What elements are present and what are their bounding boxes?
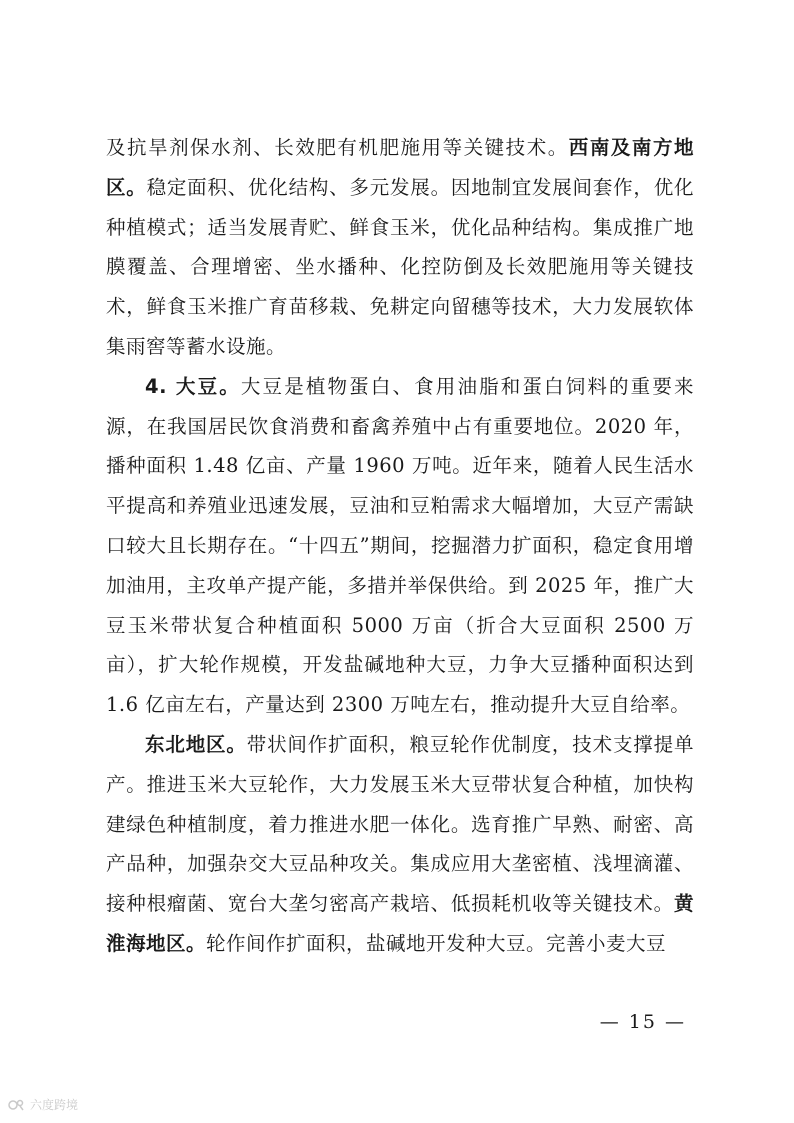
paragraph-soybean bbox=[106, 367, 694, 725]
watermark-text: 六度跨境 bbox=[30, 1098, 79, 1112]
paragraph-soybean-regions bbox=[106, 725, 694, 964]
paragraph-maize-southwest bbox=[106, 128, 694, 367]
paragraph-text: 稳定面积、优化结构、多元发展。因地制宜发展间套作，优化种植模式；适当发展青贮、鲜食玉米，优化品种结构。集成推广地膜覆盖、合理增密、坐水播种、化控防倒及长效肥施用等关键技术，鲜食玉米推广育苗移栽、免耕定向留穗等技术，大力发展软体集雨窖等蓄水设施。 bbox=[106, 175, 694, 358]
region-heading-southwest-south: 西南及南方地区。 bbox=[106, 136, 694, 199]
section-heading-soybean: 4. 大豆。 bbox=[145, 374, 241, 398]
region-heading-huanghuaihai: 黄淮海地区。 bbox=[106, 892, 694, 955]
sixdu-logo-icon bbox=[8, 1098, 26, 1112]
paragraph-text: 大豆是植物蛋白、食用油脂和蛋白饲料的重要来源，在我国居民饮食消费和畜禽养殖中占有重要地位。2020 年，播种面积 1.48 亿亩、产量 1960 万吨。近年来，随着人民生活水平提高和养殖业迅速发展，豆油和豆粕需求大幅增加，大豆产需缺口较大且长期存在。“十四五”期间，挖掘潜力扩面积，稳定食用增加油用，主攻单产提产能，多措并举保供给。到 2025 年，推广大豆玉米带状复合种植面积 5000 万亩（折合大豆面积 2500 万亩），扩大轮作规模，开发盐碱地种大豆，力争大豆播种面积达到 1.6 亿亩左右，产量达到 2300 万吨左右，推动提升大豆自给率。 bbox=[106, 374, 694, 717]
paragraph-text: 带状间作扩面积，粮豆轮作优制度，技术支撑提单产。推进玉米大豆轮作，大力发展玉米大豆带状复合种植，加快构建绿色种植制度，着力推进水肥一体化。选育推广早熟、耐密、高产品种，加强杂交大豆品种攻关。集成应用大垄密植、浅埋滴灌、接种根瘤菌、宽台大垄匀密高产栽培、低损耗机收等关键技术。 bbox=[106, 732, 694, 916]
page-number: — 15 — bbox=[599, 1011, 686, 1033]
region-heading-northeast: 东北地区。 bbox=[145, 732, 247, 756]
document-body bbox=[106, 128, 694, 964]
paragraph-text: 及抗旱剂保水剂、长效肥有机肥施用等关键技术。 bbox=[106, 136, 569, 159]
paragraph-text: 轮作间作扩面积，盐碱地开发种大豆。完善小麦大豆 bbox=[206, 931, 667, 955]
watermark bbox=[8, 1096, 78, 1113]
